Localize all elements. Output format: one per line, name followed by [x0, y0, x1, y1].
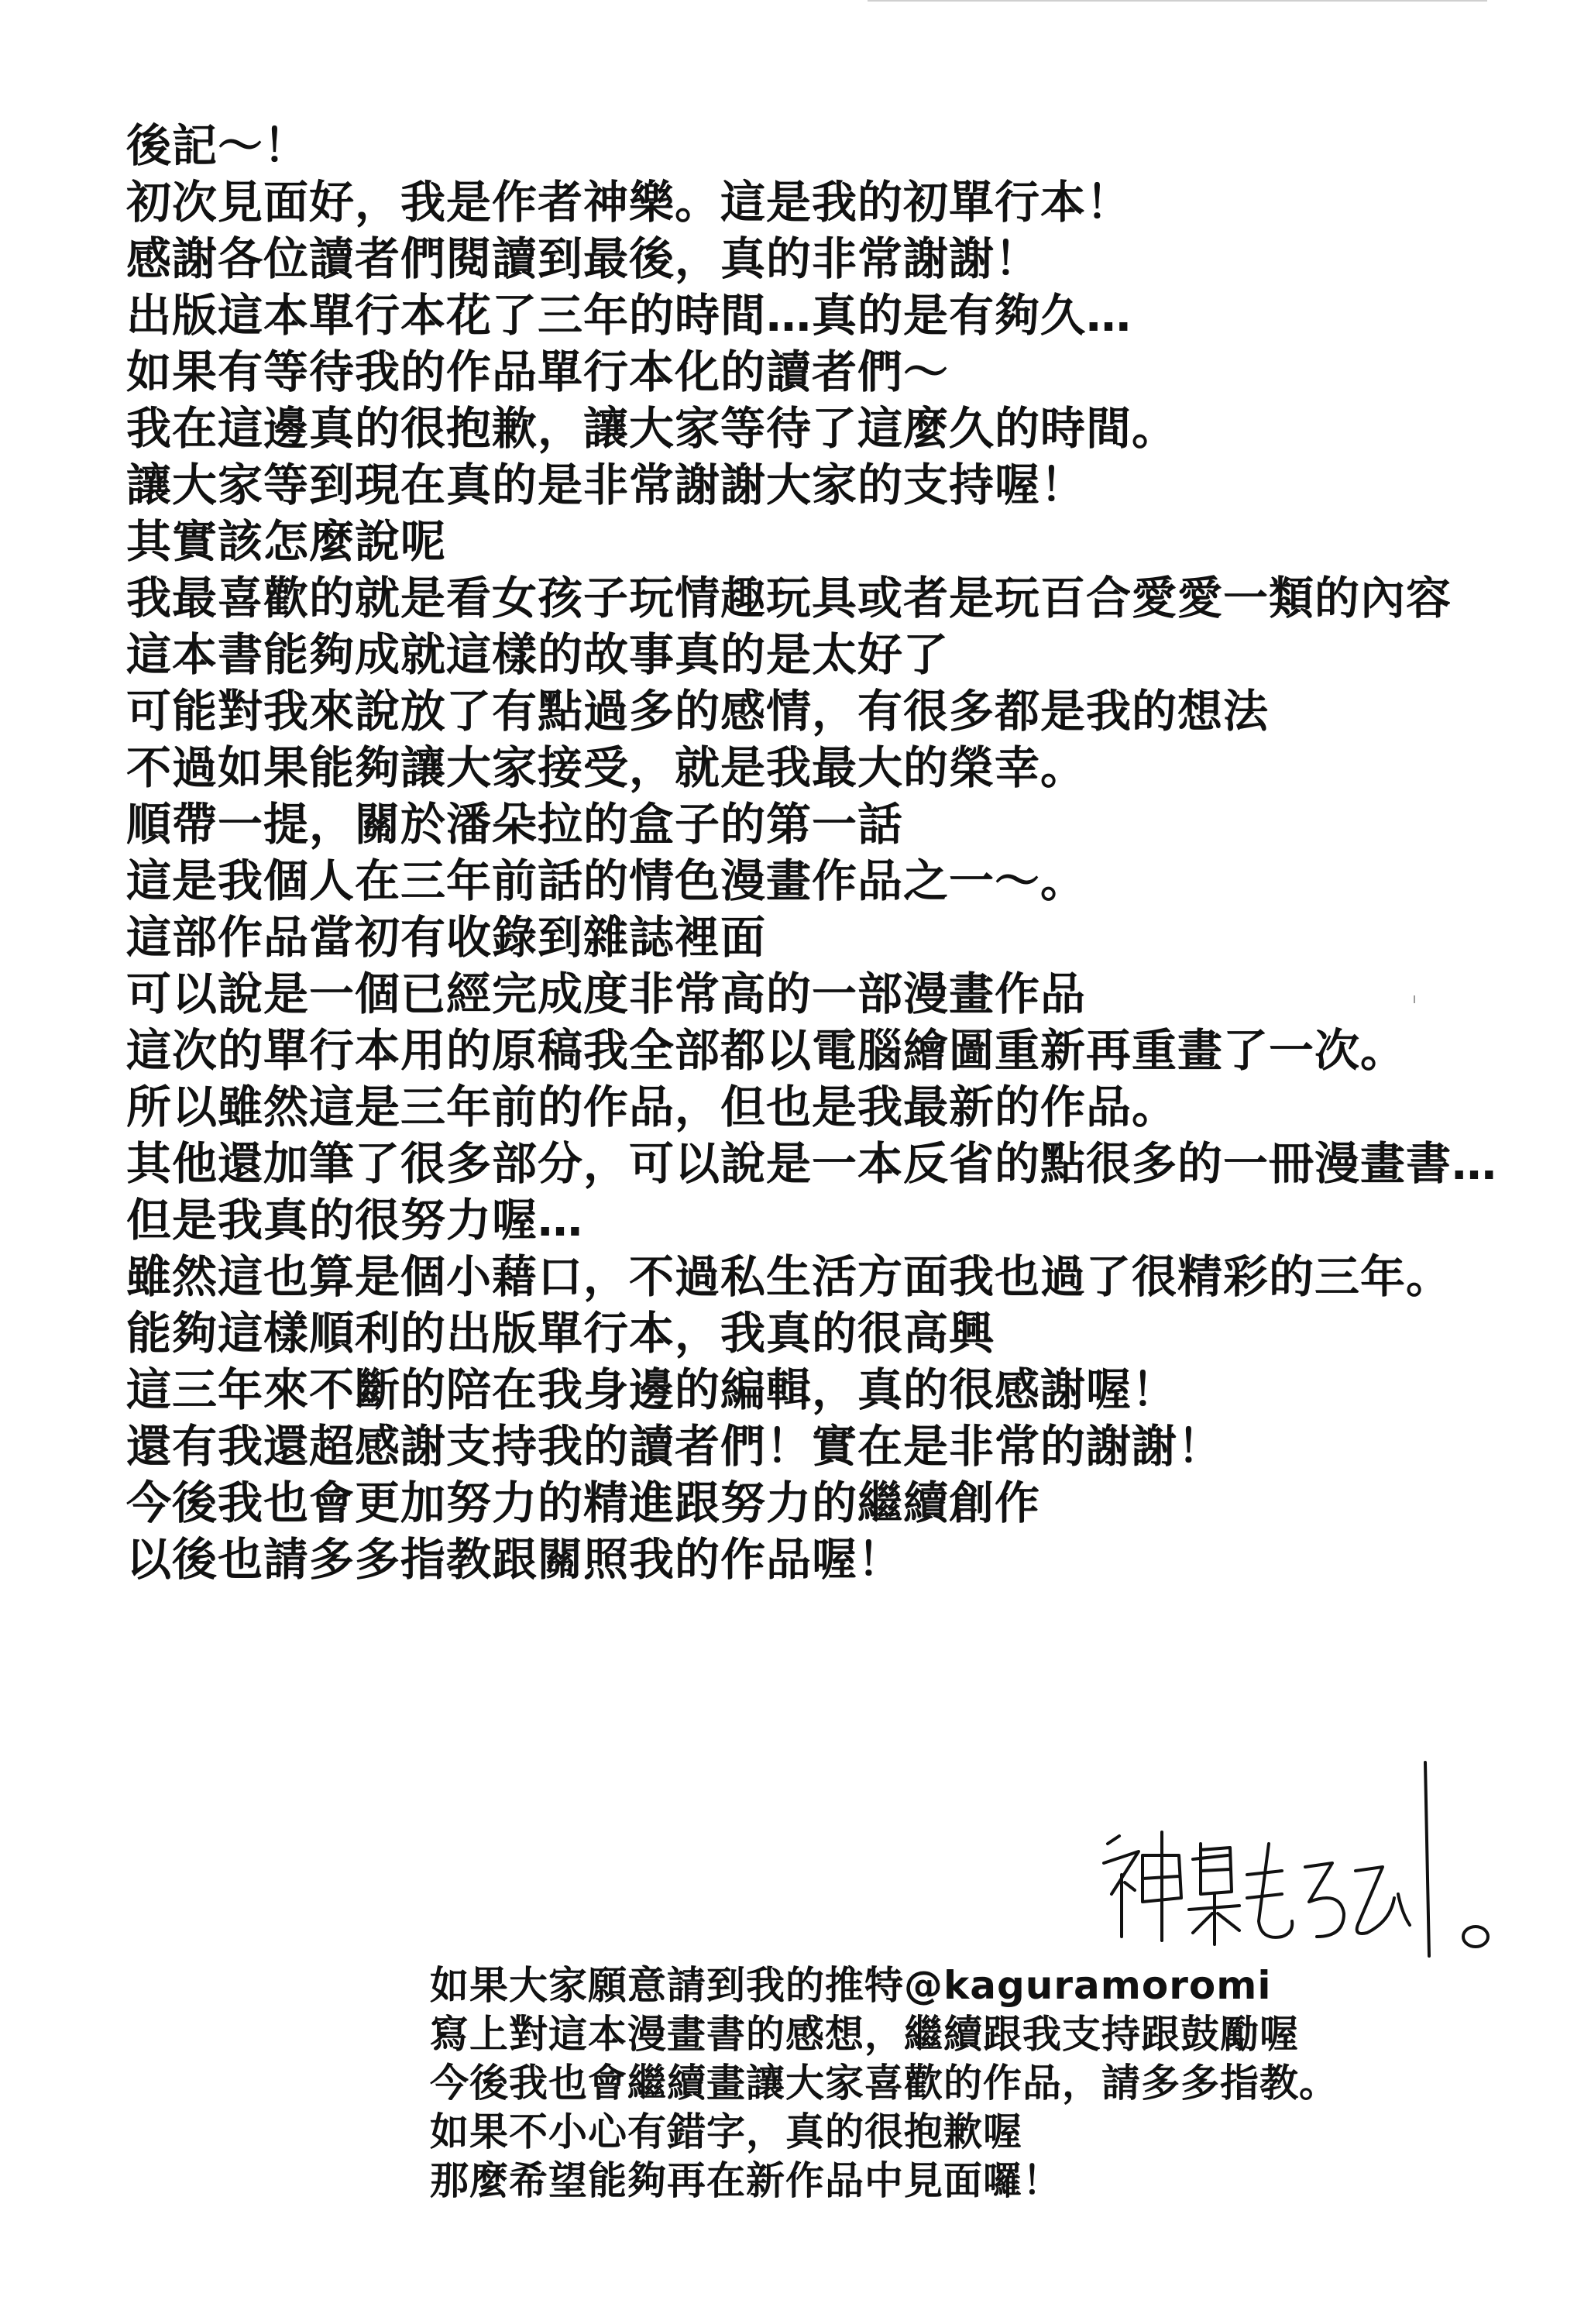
afterword-line: 我在這邊真的很抱歉，讓大家等待了這麼久的時間。: [126, 402, 1178, 455]
afterword-line: 初次見面好，我是作者神樂。這是我的初單行本！: [126, 176, 1132, 229]
afterword-line: 出版這本單行本花了三年的時間…真的是有夠久…: [126, 289, 1132, 342]
afterword-line: 感謝各位讀者們閱讀到最後，真的非常謝謝！: [126, 232, 1041, 285]
afterword-line: 讓大家等到現在真的是非常謝謝大家的支持喔！: [126, 459, 1087, 511]
afterword-line: 這次的單行本用的原稿我全部都以電腦繪圖重新再重畫了一次。: [126, 1024, 1407, 1077]
afterword-line: 可以說是一個已經完成度非常高的一部漫畫作品: [126, 968, 1087, 1020]
afterword-line: 以後也請多多指教跟關照我的作品喔！: [126, 1533, 904, 1586]
afterword-line: 還有我還超感謝支持我的讀者們！實在是非常的謝謝！: [126, 1420, 1224, 1473]
afterword-line: 如果有等待我的作品單行本化的讀者們～: [126, 346, 950, 398]
afterword-line: 順帶一提，關於潘朵拉的盒子的第一話: [126, 798, 904, 851]
afterword-line: 這部作品當初有收錄到雜誌裡面: [126, 911, 767, 964]
afterword-line: 但是我真的很努力喔…: [126, 1194, 584, 1246]
afterword-line: 其實該怎麼說呢: [126, 515, 447, 568]
afterword-line: 後記～！: [126, 119, 310, 172]
afterword-line: 今後我也會更加努力的精進跟努力的繼續創作: [126, 1477, 1041, 1529]
afterword-line: 所以雖然這是三年前的作品，但也是我最新的作品。: [126, 1081, 1178, 1133]
footer-line: 如果不小心有錯字，真的很抱歉喔: [430, 2109, 1022, 2154]
footer-line: 今後我也會繼續畫讓大家喜歡的作品，請多多指教。: [430, 2061, 1338, 2106]
afterword-line: 能夠這樣順利的出版單行本，我真的很高興: [126, 1307, 995, 1360]
author-signature: [1084, 1758, 1549, 1968]
afterword-line: 可能對我來說放了有點過多的感情，有很多都是我的想法: [126, 685, 1270, 737]
footer-message: [430, 1961, 1338, 2205]
afterword-line: 雖然這也算是個小藉口，不過私生活方面我也過了很精彩的三年。: [126, 1250, 1452, 1303]
scan-edge-line: [868, 0, 1487, 2]
afterword-line: 這三年來不斷的陪在我身邊的編輯，真的很感謝喔！: [126, 1363, 1178, 1416]
afterword-text: [126, 118, 1497, 1588]
footer-line: 那麼希望能夠再在新作品中見面囉！: [430, 2158, 1062, 2203]
afterword-line: 其他還加筆了很多部分，可以說是一本反省的點很多的一冊漫畫書…: [126, 1137, 1498, 1190]
footer-line: 寫上對這本漫畫書的感想，繼續跟我支持跟鼓勵喔: [430, 2012, 1299, 2057]
afterword-line: 我最喜歡的就是看女孩子玩情趣玩具或者是玩百合愛愛一類的內容: [126, 572, 1452, 624]
afterword-line: 這本書能夠成就這樣的故事真的是太好了: [126, 628, 950, 681]
afterword-line: 這是我個人在三年前話的情色漫畫作品之一～。: [126, 854, 1087, 907]
afterword-line: 不過如果能夠讓大家接受，就是我最大的榮幸。: [126, 741, 1087, 794]
footer-line: 如果大家願意請到我的推特@kaguramoromi: [430, 1963, 1272, 2008]
